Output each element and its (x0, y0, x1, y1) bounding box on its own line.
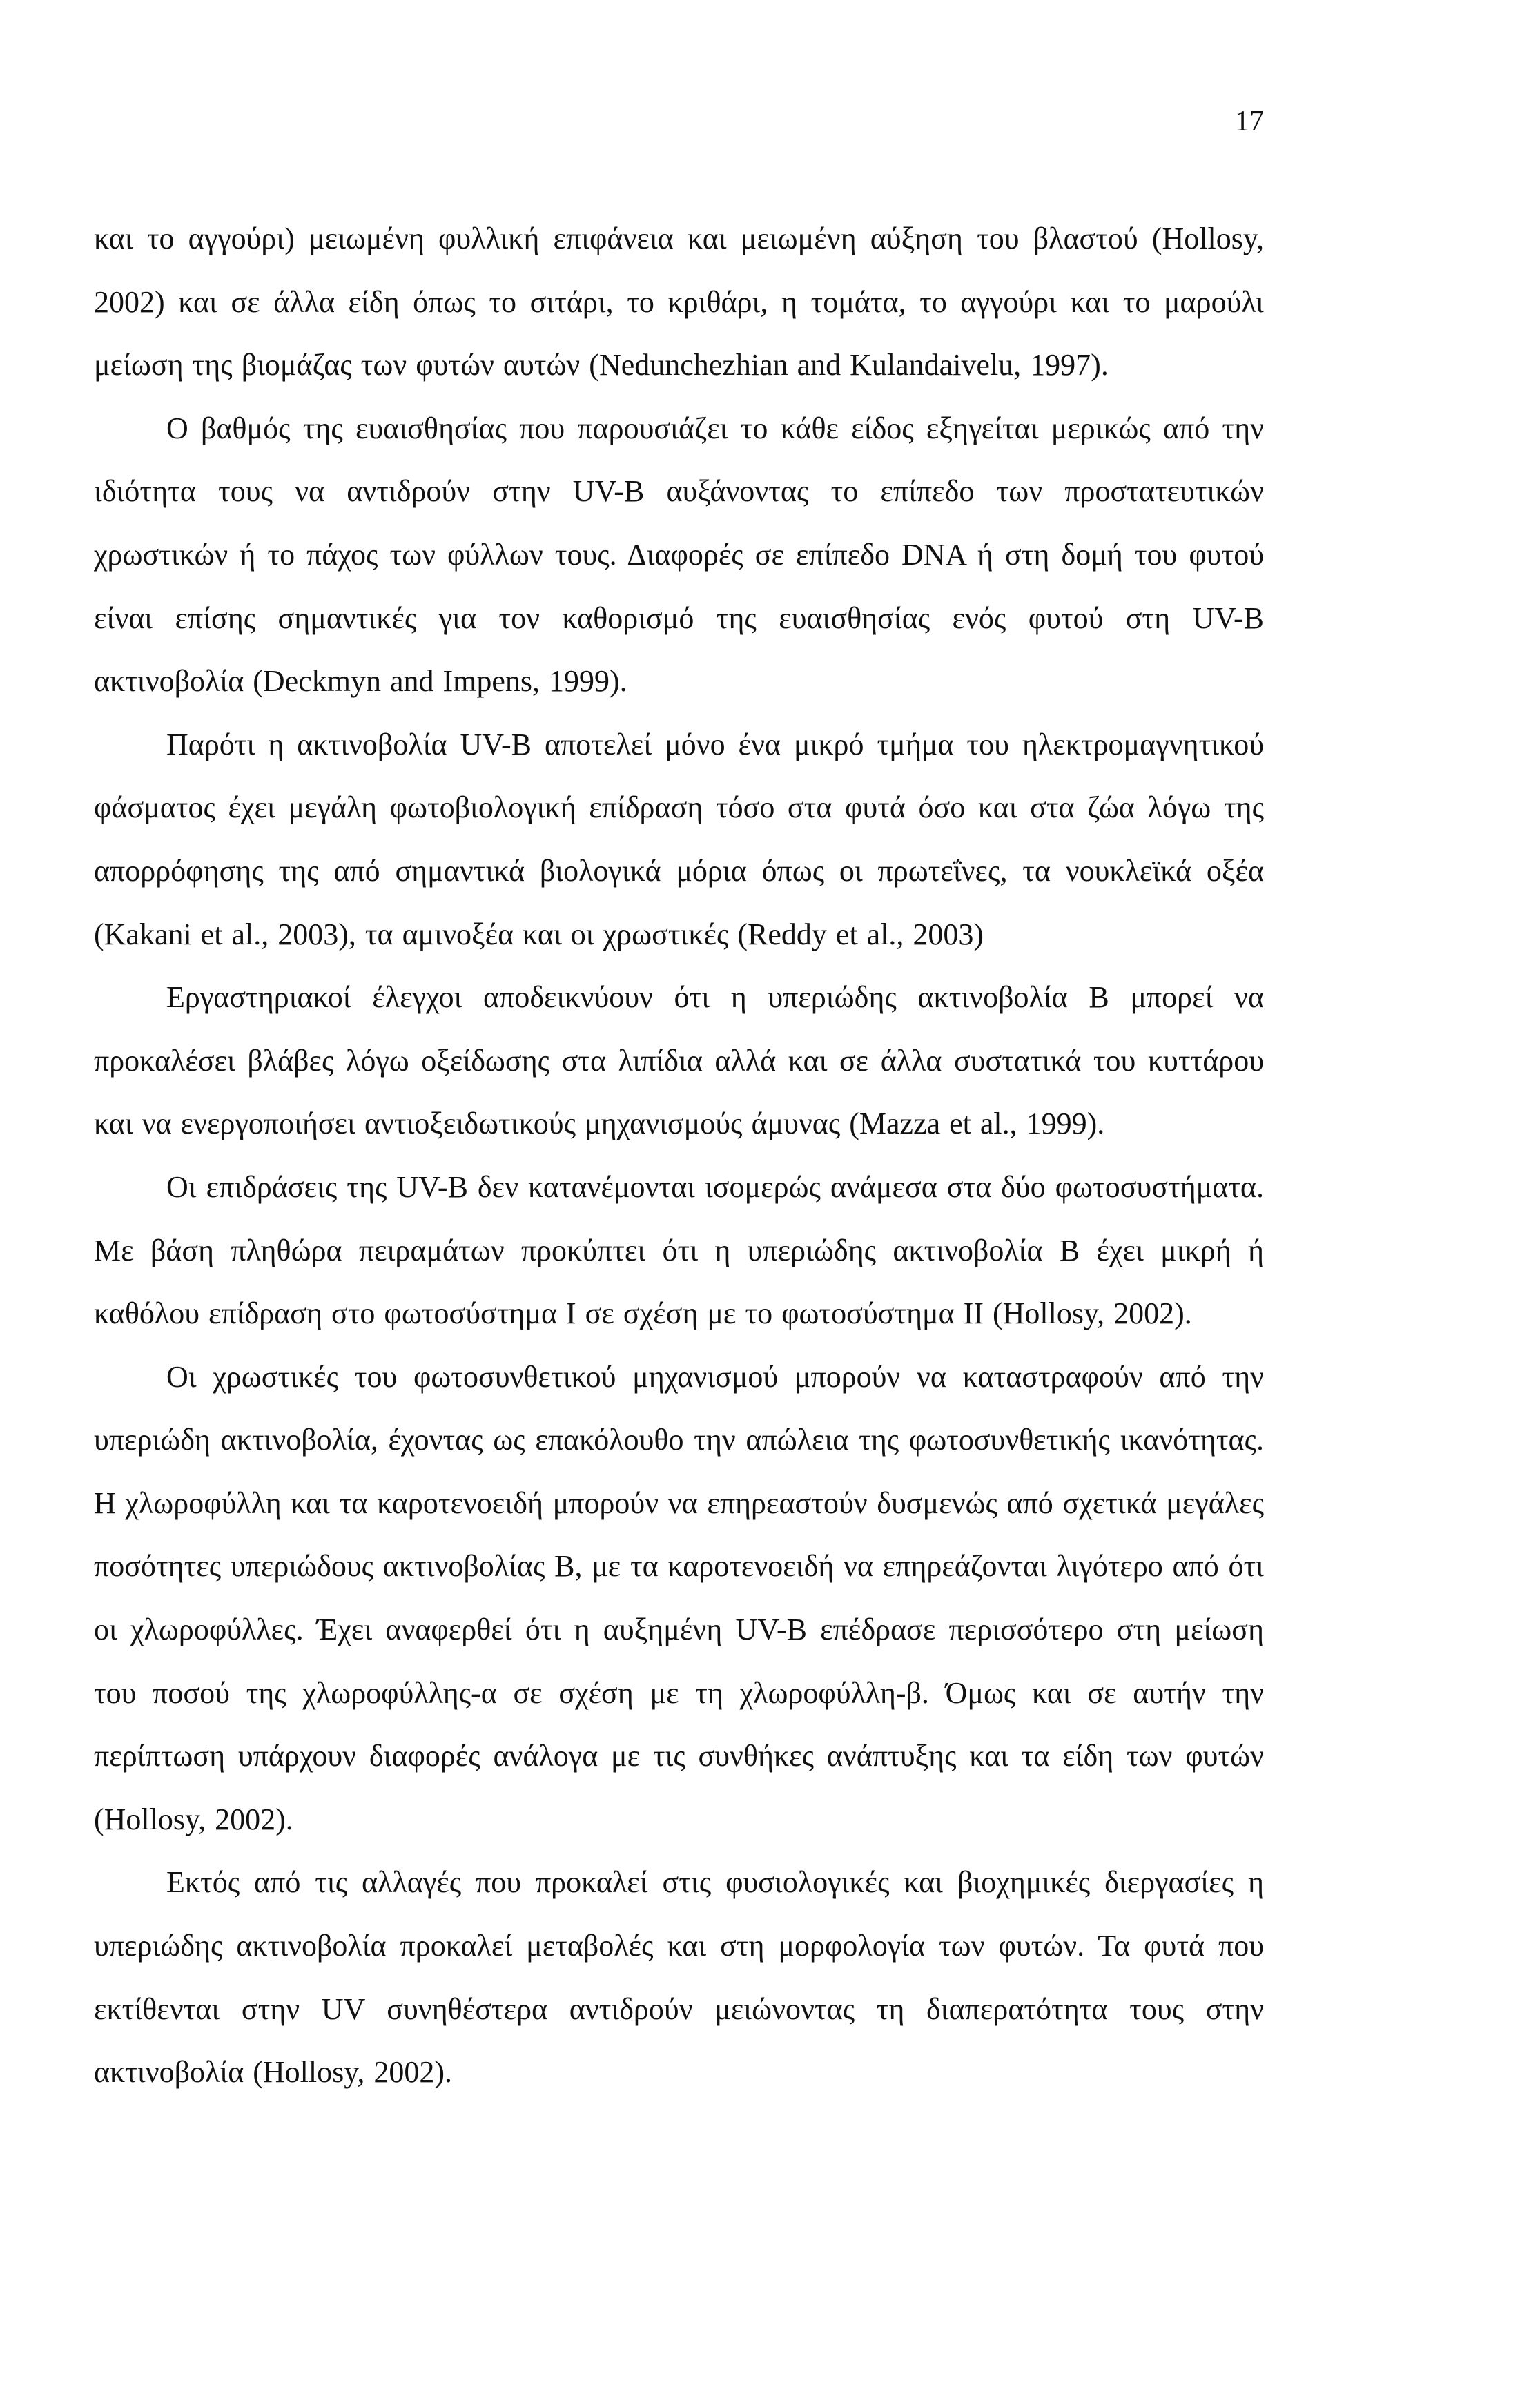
paragraph-6: Οι χρωστικές του φωτοσυνθετικού μηχανισμού μπορούν να καταστραφούν από την υπεριώδη ακτινοβολία, έχοντας ως επακόλουθο την απώλεια της φωτοσυνθετικής ικανότητας. Η χλωροφύλλη και τα καροτενοειδή μπορούν να επηρεαστούν δυσμενώς από σχετικά μεγάλες ποσότητες υπεριώδους ακτινοβολίας Β, με τα καροτενοειδή να επηρεάζονται λιγότερο από ότι οι χλωροφύλλες. Έχει αναφερθεί ότι η αυξημένη UV-B επέδρασε περισσότερο στη μείωση του ποσού της χλωροφύλλης-α σε σχέση με τη χλωροφύλλη-β. Όμως και σε αυτήν την περίπτωση υπάρχουν διαφορές ανάλογα με τις συνθήκες ανάπτυξης και τα είδη των φυτών (Hollosy, 2002). (94, 1359, 1264, 1836)
paragraph-3: Παρότι η ακτινοβολία UV-B αποτελεί μόνο ένα μικρό τμήμα του ηλεκτρομαγνητικού φάσματος έχει μεγάλη φωτοβιολογική επίδραση τόσο στα φυτά όσο και στα ζώα λόγω της απορρόφησης της από σημαντικά βιολογικά μόρια όπως οι πρωτεΐνες, τα νουκλεϊκά οξέα (Kakani et al., 2003), τα αμινοξέα και οι χρωστικές (Reddy et al., 2003) (94, 727, 1264, 951)
paragraph-2: Ο βαθμός της ευαισθησίας που παρουσιάζει το κάθε είδος εξηγείται μερικώς από την ιδιότητα τους να αντιδρούν στην UV-B αυξάνοντας το επίπεδο των προστατευτικών χρωστικών ή το πάχος των φύλλων τους. Διαφορές σε επίπεδο DNA ή στη δομή του φυτού είναι επίσης σημαντικές για τον καθορισμό της ευαισθησίας ενός φυτού στη UV-B ακτινοβολία (Deckmyn and Impens, 1999). (94, 411, 1264, 699)
page-number: 17 (1235, 106, 1264, 137)
paragraph-7: Εκτός από τις αλλαγές που προκαλεί στις φυσιολογικές και βιοχημικές διεργασίες η υπεριώδης ακτινοβολία προκαλεί μεταβολές και στη μορφολογία των φυτών. Τα φυτά που εκτίθενται στην UV συνηθέστερα αντιδρούν μειώνοντας τη διαπερατότητα τους στην ακτινοβολία (Hollosy, 2002). (94, 1865, 1264, 2090)
paragraph-1: και το αγγούρι) μειωμένη φυλλική επιφάνεια και μειωμένη αύξηση του βλαστού (Hollosy, 2002) και σε άλλα είδη όπως το σιτάρι, το κριθάρι, η τομάτα, το αγγούρι και το μαρούλι μείωση της βιομάζας των φυτών αυτών (Nedunchezhian and Kulandaivelu, 1997). (94, 222, 1264, 382)
paragraph-4: Εργαστηριακοί έλεγχοι αποδεικνύουν ότι η υπεριώδης ακτινοβολία Β μπορεί να προκαλέσει βλάβες λόγω οξείδωσης στα λιπίδια αλλά και σε άλλα συστατικά του κυττάρου και να ενεργοποιήσει αντιοξειδωτικούς μηχανισμούς άμυνας (Mazza et al., 1999). (94, 980, 1264, 1141)
body-text (94, 207, 1264, 2104)
paragraph-5: Οι επιδράσεις της UV-B δεν κατανέμονται ισομερώς ανάμεσα στα δύο φωτοσυστήματα. Με βάση πληθώρα πειραμάτων προκύπτει ότι η υπεριώδης ακτινοβολία Β έχει μικρή ή καθόλου επίδραση στο φωτοσύστημα I σε σχέση με το φωτοσύστημα II (Hollosy, 2002). (94, 1169, 1264, 1331)
